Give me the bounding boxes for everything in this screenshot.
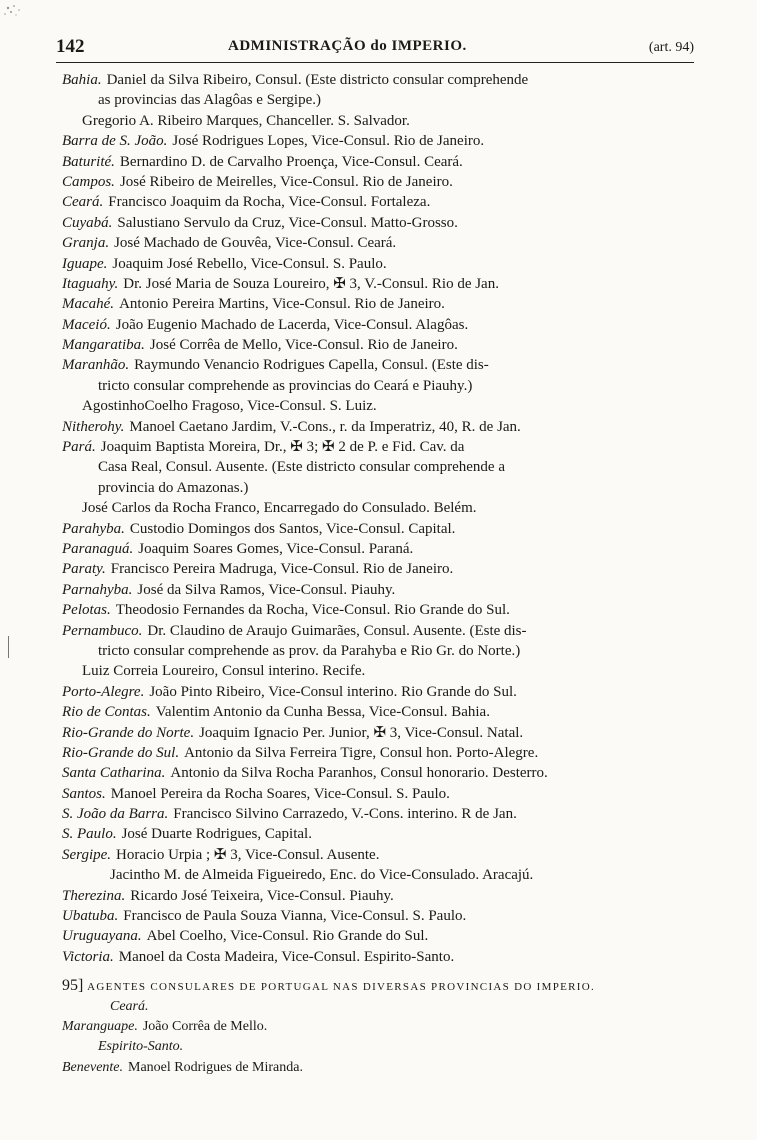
list-entry bbox=[62, 600, 694, 620]
place-name: Benevente. bbox=[62, 1059, 124, 1075]
list-entry bbox=[62, 254, 694, 274]
place-name: Ceará. bbox=[62, 194, 104, 211]
entry-text: Francisco Pereira Madruga, Vice-Consul. Rio de Janeiro. bbox=[110, 561, 454, 578]
entry-text: Manoel Rodrigues de Miranda. bbox=[128, 1059, 303, 1075]
entry-text: Joaquim Ignacio Per. Junior, ✠ 3, Vice-Consul. Natal. bbox=[199, 724, 524, 741]
entry-text: Ricardo José Teixeira, Vice-Consul. Piauhy. bbox=[130, 887, 394, 904]
place-name: Macahé. bbox=[62, 296, 115, 313]
entry-text: José Carlos da Rocha Franco, Encarregado do Consulado. Belém. bbox=[82, 500, 477, 517]
place-name: Parahyba. bbox=[62, 520, 125, 537]
entry-text: João Eugenio Machado de Lacerda, Vice-Consul. Alagôas. bbox=[115, 316, 469, 333]
entry-text: João Pinto Ribeiro, Vice-Consul interino. Rio Grande do Sul. bbox=[149, 683, 517, 700]
entry-text: Salustiano Servulo da Cruz, Vice-Consul. Matto-Grosso. bbox=[117, 214, 458, 231]
list-entry bbox=[62, 417, 694, 437]
list-entry bbox=[62, 682, 694, 702]
entry-text: Raymundo Venancio Rodrigues Capella, Consul. (Este dis- bbox=[134, 357, 489, 374]
page-header bbox=[56, 36, 694, 63]
list-entry bbox=[62, 661, 694, 681]
entry-text: provincia do Amazonas.) bbox=[98, 479, 249, 496]
list-entry bbox=[62, 437, 694, 457]
entry-text: Jacintho M. de Almeida Figueiredo, Enc. do Vice-Consulado. Aracajú. bbox=[110, 867, 534, 884]
place-name: Parnahyba. bbox=[62, 581, 133, 598]
list-entry bbox=[62, 702, 694, 722]
entry-text: Antonio da Silva Rocha Paranhos, Consul honorario. Desterro. bbox=[170, 765, 548, 782]
place-name: Porto-Alegre. bbox=[62, 683, 145, 700]
list-entry bbox=[62, 70, 694, 90]
entry-text: Manoel Caetano Jardim, V.-Cons., r. da Imperatriz, 40, R. de Jan. bbox=[129, 418, 521, 435]
entry-text: Francisco Joaquim da Rocha, Vice-Consul. Fortaleza. bbox=[108, 194, 431, 211]
list-entry bbox=[62, 274, 694, 294]
list-entry bbox=[62, 90, 694, 110]
list-entry bbox=[62, 723, 694, 743]
entry-text: Valentim Antonio da Cunha Bessa, Vice-Consul. Bahia. bbox=[155, 704, 490, 721]
entry-text: Antonio Pereira Martins, Vice-Consul. Rio de Janeiro. bbox=[119, 296, 445, 313]
entry-text: José da Silva Ramos, Vice-Consul. Piauhy. bbox=[137, 581, 396, 598]
list-entry bbox=[62, 131, 694, 151]
list-entry bbox=[62, 315, 694, 335]
entry-text: Manoel da Costa Madeira, Vice-Consul. Espirito-Santo. bbox=[118, 948, 455, 965]
list-entry bbox=[62, 784, 694, 804]
place-name: Uruguayana. bbox=[62, 928, 142, 945]
list-entry bbox=[62, 478, 694, 498]
place-name: Nitherohy. bbox=[62, 418, 125, 435]
list-entry bbox=[62, 1058, 694, 1078]
page-title: ADMINISTRAÇÃO do IMPERIO. bbox=[228, 38, 467, 54]
place-name: Ubatuba. bbox=[62, 908, 119, 925]
list-entry bbox=[62, 906, 694, 926]
province-heading bbox=[62, 1037, 694, 1057]
entry-text: José Duarte Rodrigues, Capital. bbox=[121, 826, 312, 843]
place-name: Mangaratiba. bbox=[62, 337, 145, 354]
entry-text: Casa Real, Consul. Ausente. (Este districto consular comprehende a bbox=[98, 459, 505, 476]
place-name: S. João da Barra. bbox=[62, 806, 169, 823]
list-entry bbox=[62, 886, 694, 906]
entry-text: Abel Coelho, Vice-Consul. Rio Grande do Sul. bbox=[146, 928, 429, 945]
place-name: Maranhão. bbox=[62, 357, 130, 374]
entry-text: José Machado de Gouvêa, Vice-Consul. Ceará. bbox=[114, 235, 397, 252]
entry-text: Custodio Domingos dos Santos, Vice-Consul. Capital. bbox=[129, 520, 456, 537]
list-entry bbox=[62, 355, 694, 375]
list-entry bbox=[62, 580, 694, 600]
section-entries-list bbox=[62, 997, 694, 1079]
place-name: Maceió. bbox=[62, 316, 111, 333]
list-entry bbox=[62, 192, 694, 212]
list-entry bbox=[62, 233, 694, 253]
entry-text: AgostinhoCoelho Fragoso, Vice-Consul. S. Luiz. bbox=[82, 398, 377, 415]
entry-text: Gregorio A. Ribeiro Marques, Chanceller. S. Salvador. bbox=[82, 112, 410, 129]
ink-blot-corner bbox=[0, 0, 30, 30]
province-heading bbox=[62, 997, 694, 1017]
province-name: Espirito-Santo. bbox=[98, 1039, 184, 1055]
entry-text: Joaquim Soares Gomes, Vice-Consul. Paraná. bbox=[138, 540, 414, 557]
place-name: Maranguape. bbox=[62, 1018, 138, 1034]
place-name: Rio-Grande do Norte. bbox=[62, 724, 195, 741]
entry-text: Joaquim José Rebello, Vice-Consul. S. Paulo. bbox=[112, 255, 387, 272]
place-name: Barra de S. João. bbox=[62, 133, 168, 150]
place-name: Itaguahy. bbox=[62, 275, 119, 292]
entry-text: José Rodrigues Lopes, Vice-Consul. Rio de Janeiro. bbox=[172, 133, 485, 150]
place-name: Baturité. bbox=[62, 153, 115, 170]
list-entry bbox=[62, 641, 694, 661]
place-name: Rio-Grande do Sul. bbox=[62, 744, 180, 761]
list-entry bbox=[62, 172, 694, 192]
place-name: Rio de Contas. bbox=[62, 704, 151, 721]
place-name: Iguape. bbox=[62, 255, 108, 272]
list-entry bbox=[62, 335, 694, 355]
place-name: Paraty. bbox=[62, 561, 106, 578]
section-number: 95] bbox=[62, 977, 84, 995]
list-entry bbox=[62, 621, 694, 641]
place-name: Cuyabá. bbox=[62, 214, 113, 231]
list-entry bbox=[62, 926, 694, 946]
list-entry bbox=[62, 498, 694, 518]
consul-list bbox=[62, 70, 694, 1078]
list-entry bbox=[62, 111, 694, 131]
list-entry bbox=[62, 1017, 694, 1037]
entry-text: José Ribeiro de Meirelles, Vice-Consul. Rio de Janeiro. bbox=[119, 173, 453, 190]
page-number: 142 bbox=[56, 36, 85, 57]
entry-text: Francisco de Paula Souza Vianna, Vice-Consul. S. Paulo. bbox=[123, 908, 467, 925]
list-entry bbox=[62, 376, 694, 396]
entry-text: Antonio da Silva Ferreira Tigre, Consul hon. Porto-Alegre. bbox=[184, 744, 539, 761]
entry-text: José Corrêa de Mello, Vice-Consul. Rio de Janeiro. bbox=[149, 337, 458, 354]
list-entry bbox=[62, 457, 694, 477]
place-name: Pará. bbox=[62, 439, 96, 456]
list-entry bbox=[62, 213, 694, 233]
list-entry bbox=[62, 294, 694, 314]
place-name: Pelotas. bbox=[62, 602, 111, 619]
section-heading bbox=[62, 976, 694, 996]
place-name: Santos. bbox=[62, 785, 106, 802]
list-entry bbox=[62, 152, 694, 172]
list-entry bbox=[62, 396, 694, 416]
place-name: Sergipe. bbox=[62, 846, 112, 863]
place-name: Therezina. bbox=[62, 887, 126, 904]
place-name: Santa Catharina. bbox=[62, 765, 166, 782]
entry-text: Bernardino D. de Carvalho Proença, Vice-Consul. Ceará. bbox=[119, 153, 463, 170]
entry-text: Joaquim Baptista Moreira, Dr., ✠ 3; ✠ 2 de P. e Fid. Cav. da bbox=[100, 439, 465, 456]
entry-text: Horacio Urpia ; ✠ 3, Vice-Consul. Ausente. bbox=[116, 846, 380, 863]
entry-text: Theodosio Fernandes da Rocha, Vice-Consul. Rio Grande do Sul. bbox=[115, 602, 510, 619]
entry-text: Dr. Claudino de Araujo Guimarães, Consul. Ausente. (Este dis- bbox=[147, 622, 527, 639]
entry-text: Daniel da Silva Ribeiro, Consul. (Este districto consular comprehende bbox=[106, 72, 529, 88]
article-reference: (art. 94) bbox=[648, 40, 694, 55]
place-name: Paranaguá. bbox=[62, 540, 134, 557]
entry-text: Luiz Correia Loureiro, Consul interino. Recife. bbox=[82, 663, 366, 680]
province-name: Ceará. bbox=[110, 998, 149, 1014]
place-name: Granja. bbox=[62, 235, 110, 252]
entry-text: Manoel Pereira da Rocha Soares, Vice-Consul. S. Paulo. bbox=[110, 785, 450, 802]
entry-text: tricto consular comprehende as prov. da Parahyba e Rio Gr. do Norte.) bbox=[98, 642, 521, 659]
place-name: Pernambuco. bbox=[62, 622, 143, 639]
entries-list bbox=[62, 70, 694, 967]
list-entry bbox=[62, 845, 694, 865]
list-entry bbox=[62, 824, 694, 844]
entry-text: as provincias das Alagôas e Sergipe.) bbox=[98, 92, 322, 109]
list-entry bbox=[62, 519, 694, 539]
place-name: S. Paulo. bbox=[62, 826, 117, 843]
margin-mark bbox=[8, 636, 9, 658]
list-entry bbox=[62, 539, 694, 559]
entry-text: João Corrêa de Mello. bbox=[142, 1018, 268, 1034]
place-name: Victoria. bbox=[62, 948, 114, 965]
list-entry bbox=[62, 559, 694, 579]
list-entry bbox=[62, 865, 694, 885]
list-entry bbox=[62, 804, 694, 824]
entry-text: Dr. José Maria de Souza Loureiro, ✠ 3, V.-Consul. Rio de Jan. bbox=[123, 275, 499, 292]
list-entry bbox=[62, 763, 694, 783]
section-title: AGENTES CONSULARES DE PORTUGAL NAS DIVERSAS PROVINCIAS DO IMPERIO. bbox=[87, 981, 596, 994]
place-name: Bahia. bbox=[62, 72, 102, 88]
place-name: Campos. bbox=[62, 173, 115, 190]
list-entry bbox=[62, 947, 694, 967]
list-entry bbox=[62, 743, 694, 763]
entry-text: tricto consular comprehende as provincias do Ceará e Piauhy.) bbox=[98, 377, 473, 394]
entry-text: Francisco Silvino Carrazedo, V.-Cons. interino. R de Jan. bbox=[173, 806, 517, 823]
